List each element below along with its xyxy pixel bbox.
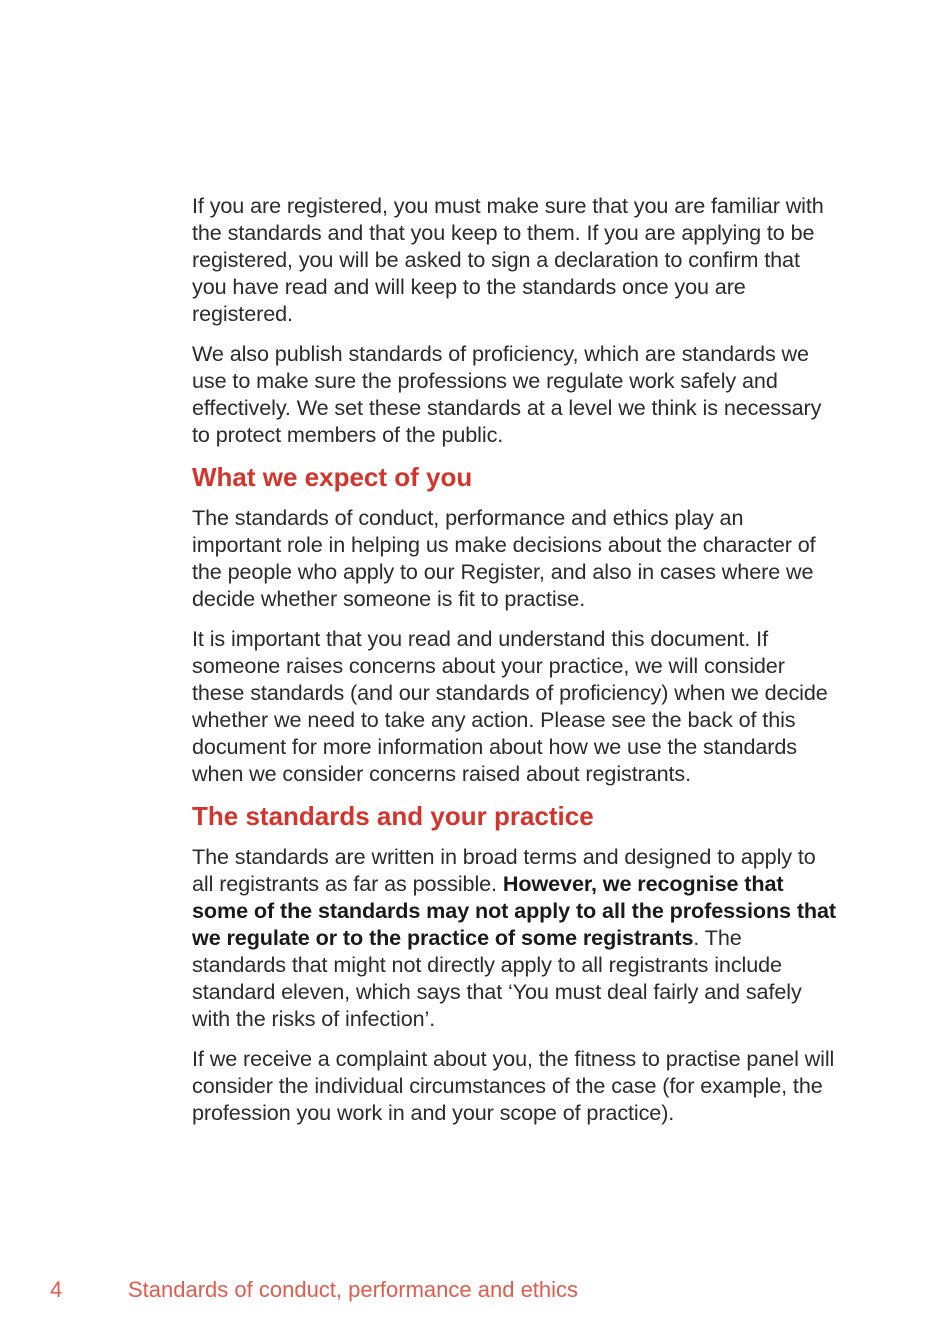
section-heading-expectations: What we expect of you	[192, 462, 473, 492]
intro-paragraph-1: If you are registered, you must make sure that you are familiar with the standards and that you keep to them. If you are applying to be registered, you will be asked to sign a declaration to confirm that you have read and will keep to the standards once you are registered.	[192, 193, 824, 326]
intro-paragraph-2: We also publish standards of proficiency, which are standards we use to make sure the professions we regulate work safely and effectively. We set these standards at a level we think is necessary to protect members of the public.	[192, 341, 822, 447]
practice-paragraph-1-end: . The standards that might not directly apply to all registrants include standard eleven, which says that ‘You must deal fairly and safely with the risks of infection’.	[192, 925, 802, 1031]
page-number: 4	[50, 1277, 63, 1302]
document-title: Standards of conduct, performance and ethics	[128, 1277, 579, 1302]
practice-paragraph-1-emphasis: However, we recognise that some of the standards may not apply to all the professions that we regulate or to the practice of some registrants	[192, 871, 837, 950]
section-heading-practice: The standards and your practice	[192, 801, 594, 831]
practice-paragraph-2: If we receive a complaint about you, the fitness to practise panel will consider the individual circumstances of the case (for example, the profession you work in and your scope of practice).	[192, 1046, 835, 1125]
practice-paragraph-1	[192, 843, 838, 1032]
main-content	[192, 192, 838, 1139]
expectations-paragraph-2: It is important that you read and understand this document. If someone raises concerns about your practice, we will consider these standards (and our standards of proficiency) when we decide whether we need to take any action. Please see the back of this document for more information about how we use the standards when we consider concerns raised about registrants.	[192, 626, 828, 786]
expectations-paragraph-1: The standards of conduct, performance and ethics play an important role in helping us make decisions about the character of the people who apply to our Register, and also in cases where we decide whether someone is fit to practise.	[192, 505, 816, 611]
practice-paragraph-1-start: The standards are written in broad terms and designed to apply to all registrants as far as possible.	[192, 844, 816, 896]
